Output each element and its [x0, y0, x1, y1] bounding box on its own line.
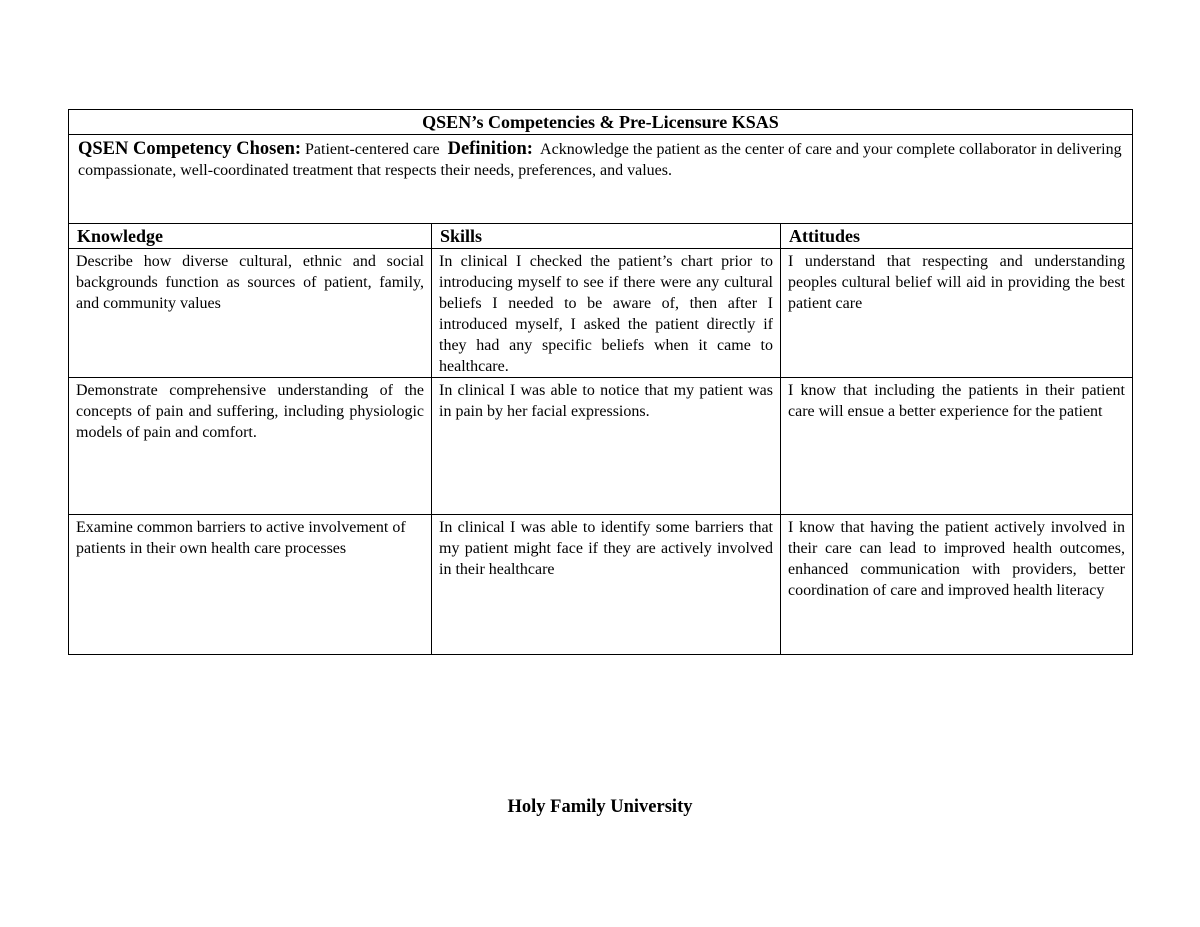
table-row — [69, 378, 1133, 515]
competency-value: Patient-centered care — [305, 141, 440, 158]
attitudes-cell: I know that having the patient actively involved in their care can lead to improved health outcomes, enhanced communication with providers, better coordination of care and improved health literacy — [781, 515, 1133, 655]
column-header-row — [69, 224, 1133, 249]
ksas-table — [68, 109, 1133, 655]
table-title: QSEN’s Competencies & Pre-Licensure KSAS — [69, 110, 1133, 135]
definition-text: Acknowledge the patient as the center of care and your complete collaborator in delivering compassionate, well-coordinated treatment that respects their needs, preferences, and values. — [78, 141, 1122, 179]
competency-row — [69, 135, 1133, 224]
competency-cell — [69, 135, 1133, 224]
skills-cell: In clinical I was able to notice that my patient was in pain by her facial expressions. — [432, 378, 781, 515]
knowledge-cell: Describe how diverse cultural, ethnic and social backgrounds function as sources of patient, family, and community values — [69, 249, 432, 378]
footer-university-name: Holy Family University — [507, 797, 693, 817]
attitudes-cell: I know that including the patients in their patient care will ensue a better experience for the patient — [781, 378, 1133, 515]
skills-cell: In clinical I checked the patient’s chart prior to introducing myself to see if there were any cultural beliefs I needed to be aware of, then after I introduced myself, I asked the patient directly if they had any specific beliefs when it came to healthcare. — [432, 249, 781, 378]
table-row — [69, 515, 1133, 655]
column-header-knowledge: Knowledge — [69, 224, 432, 249]
definition-label: Definition: — [447, 139, 533, 159]
knowledge-cell: Demonstrate comprehensive understanding of the concepts of pain and suffering, including physiologic models of pain and comfort. — [69, 378, 432, 515]
competency-label: QSEN Competency Chosen: — [78, 139, 302, 159]
column-header-skills: Skills — [432, 224, 781, 249]
title-row — [69, 110, 1133, 135]
column-header-attitudes: Attitudes — [781, 224, 1133, 249]
knowledge-cell: Examine common barriers to active involvement of patients in their own health care processes — [69, 515, 432, 655]
table-row — [69, 249, 1133, 378]
skills-cell: In clinical I was able to identify some barriers that my patient might face if they are actively involved in their healthcare — [432, 515, 781, 655]
attitudes-cell: I understand that respecting and understanding peoples cultural belief will aid in providing the best patient care — [781, 249, 1133, 378]
